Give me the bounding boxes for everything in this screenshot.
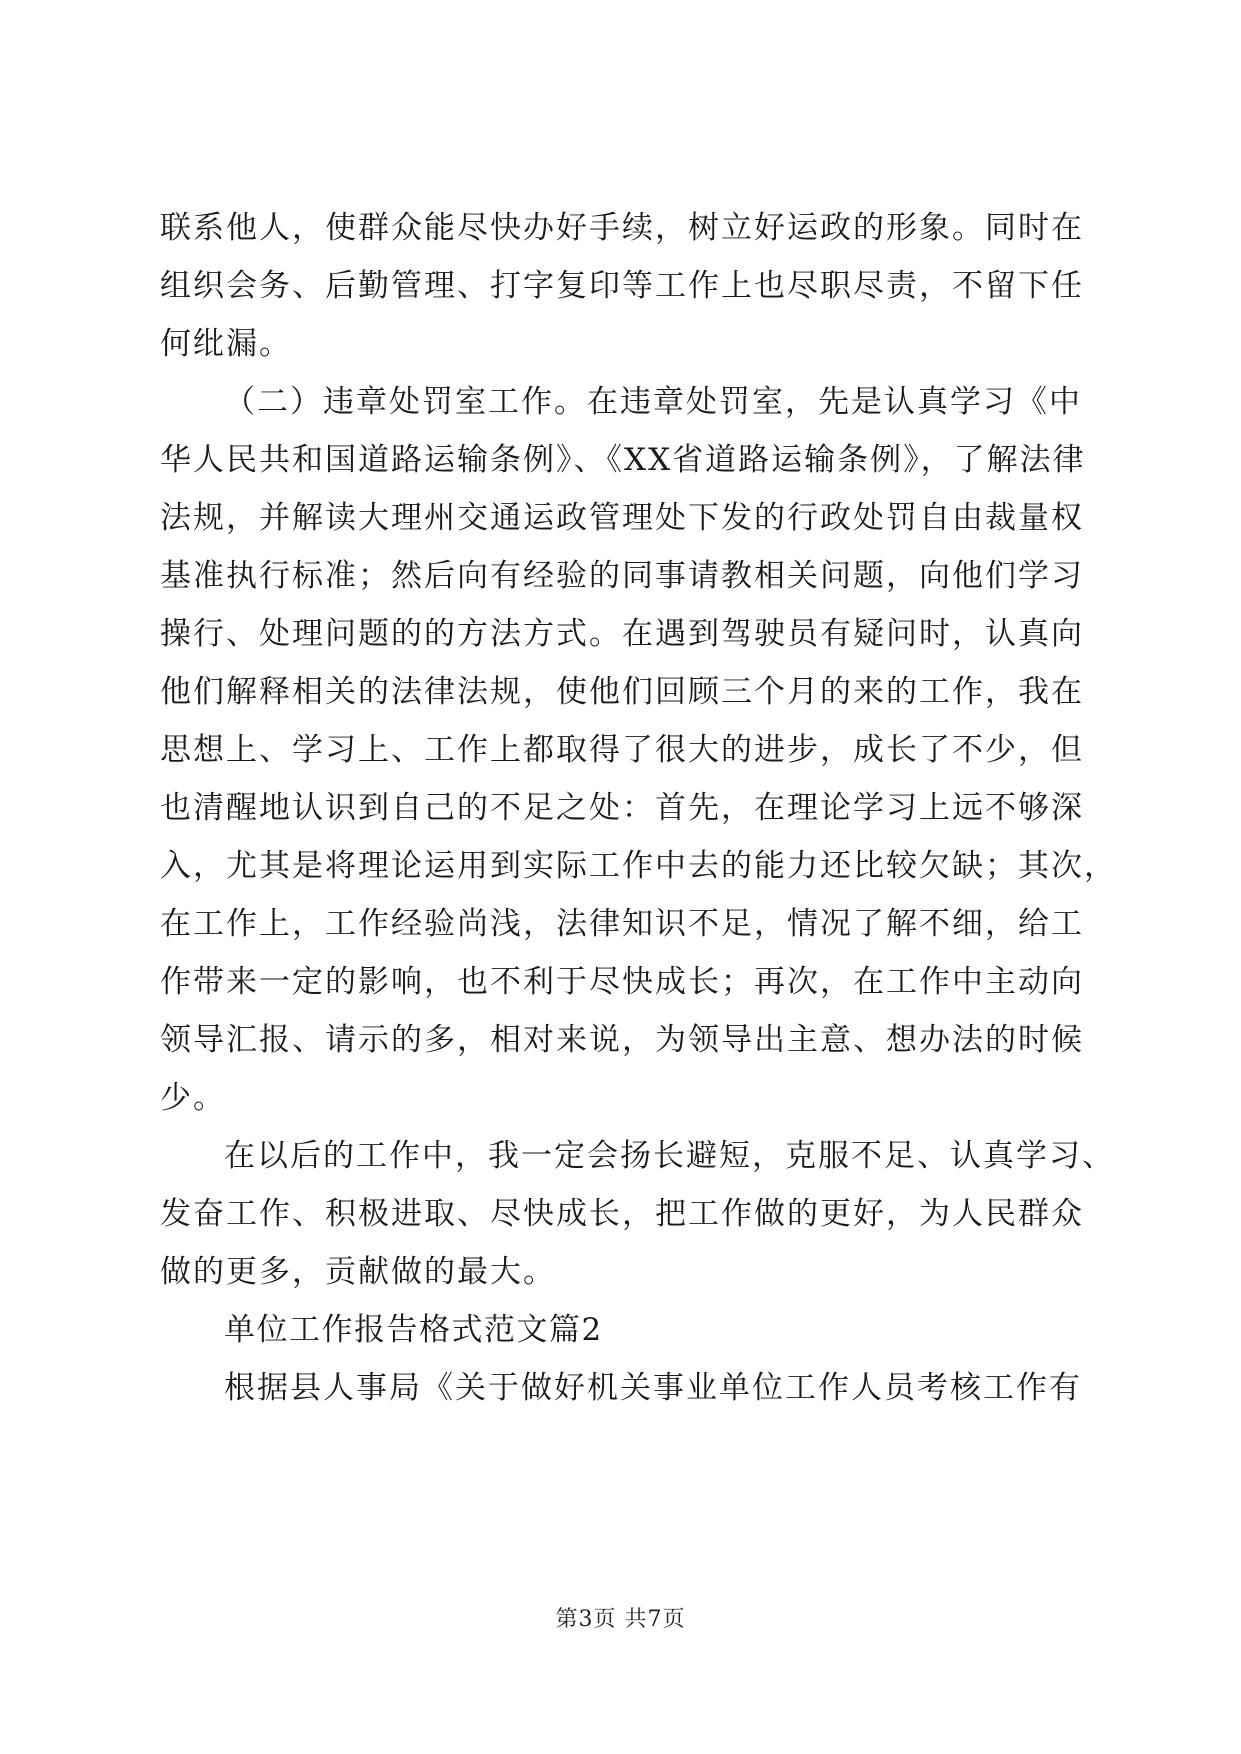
body-line: 做的更多，贡献做的最大。: [160, 1254, 556, 1290]
body-line: 何纰漏。: [160, 326, 292, 362]
body-line: 思想上、学习上、工作上都取得了很大的进步，成长了不少，但: [160, 732, 1084, 768]
body-line: 领导汇报、请示的多，相对来说，为领导出主意、想办法的时候: [160, 1022, 1084, 1058]
section-heading: 单位工作报告格式范文篇2: [224, 1312, 603, 1348]
body-line: 作带来一定的影响，也不利于尽快成长；再次，在工作中主动向: [160, 964, 1084, 1000]
body-line: 基准执行标准；然后向有经验的同事请教相关问题，向他们学习: [160, 558, 1084, 594]
page-number-footer: 第3页 共7页: [555, 1607, 686, 1632]
body-line: 组织会务、后勤管理、打字复印等工作上也尽职尽责，不留下任: [160, 268, 1084, 304]
body-line: 华人民共和国道路运输条例》、《XX省道路运输条例》，了解法律: [160, 442, 1086, 478]
body-line: 根据县人事局《关于做好机关事业单位工作人员考核工作有: [224, 1370, 1082, 1406]
body-line: 少。: [160, 1080, 226, 1116]
body-line: 入，尤其是将理论运用到实际工作中去的能力还比较欠缺；其次，: [160, 848, 1117, 884]
body-line: 法规，并解读大理州交通运政管理处下发的行政处罚自由裁量权: [160, 500, 1084, 536]
body-line: 在以后的工作中，我一定会扬长避短，克服不足、认真学习、: [224, 1138, 1115, 1174]
body-line: （二）违章处罚室工作。在违章处罚室，先是认真学习《中: [224, 384, 1082, 420]
body-line: 操行、处理问题的的方法方式。在遇到驾驶员有疑问时，认真向: [160, 616, 1084, 652]
body-line: 也清醒地认识到自己的不足之处：首先，在理论学习上远不够深: [160, 790, 1084, 826]
body-line: 在工作上，工作经验尚浅，法律知识不足，情况了解不细，给工: [160, 906, 1084, 942]
body-line: 联系他人，使群众能尽快办好手续，树立好运政的形象。同时在: [160, 210, 1084, 246]
body-line: 他们解释相关的法律法规，使他们回顾三个月的来的工作，我在: [160, 674, 1084, 710]
body-line: 发奋工作、积极进取、尽快成长，把工作做的更好，为人民群众: [160, 1196, 1084, 1232]
